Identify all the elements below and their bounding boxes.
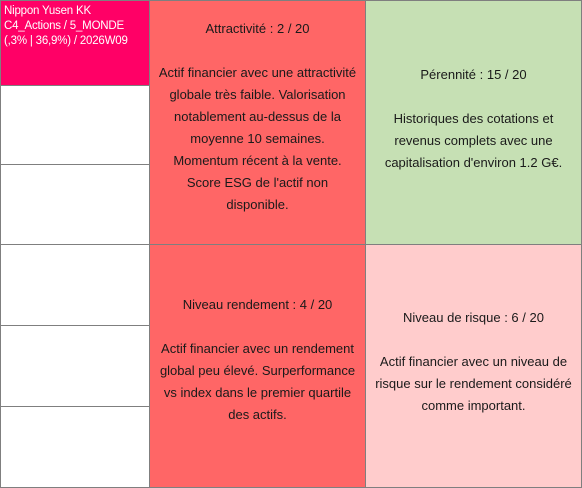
asset-category: C4_Actions / 5_MONDE [4, 20, 124, 32]
risque-description: Actif financier avec un niveau de risque sur le rendement considéré comme important. [375, 354, 572, 413]
rendement-title: Niveau rendement : 4 / 20 [182, 297, 333, 312]
empty-cell-2 [0, 164, 150, 245]
attractivite-title: Attractivité : 2 / 20 [205, 21, 310, 36]
perennite-title: Pérennité : 15 / 20 [420, 67, 527, 82]
rendement-description: Actif financier avec un rendement global peu élevé. Surperformance vs index dans le premier quartile des actifs. [159, 341, 356, 422]
empty-cell-3 [0, 244, 150, 326]
risque-title: Niveau de risque : 6 / 20 [403, 310, 544, 325]
asset-period: (,3% | 36,9%) / 2026W09 [4, 35, 128, 47]
risque-panel [365, 244, 582, 488]
empty-cell-5 [0, 406, 150, 488]
rendement-panel [149, 244, 366, 488]
attractivite-description: Actif financier avec une attractivité globale très faible. Valorisation notablement au-dessus de la moyenne 10 semaines. Momentum récent à la vente. Score ESG de l'actif non disponible. [158, 65, 357, 212]
perennite-description: Historiques des cotations et revenus complets avec une capitalisation d'environ 1.2 G€. [384, 111, 563, 170]
asset-header-card [0, 0, 150, 86]
perennite-panel [365, 0, 582, 245]
empty-cell-4 [0, 325, 150, 407]
empty-cell-1 [0, 85, 150, 165]
attractivite-panel [149, 0, 366, 245]
asset-name: Nippon Yusen KK [4, 5, 91, 17]
